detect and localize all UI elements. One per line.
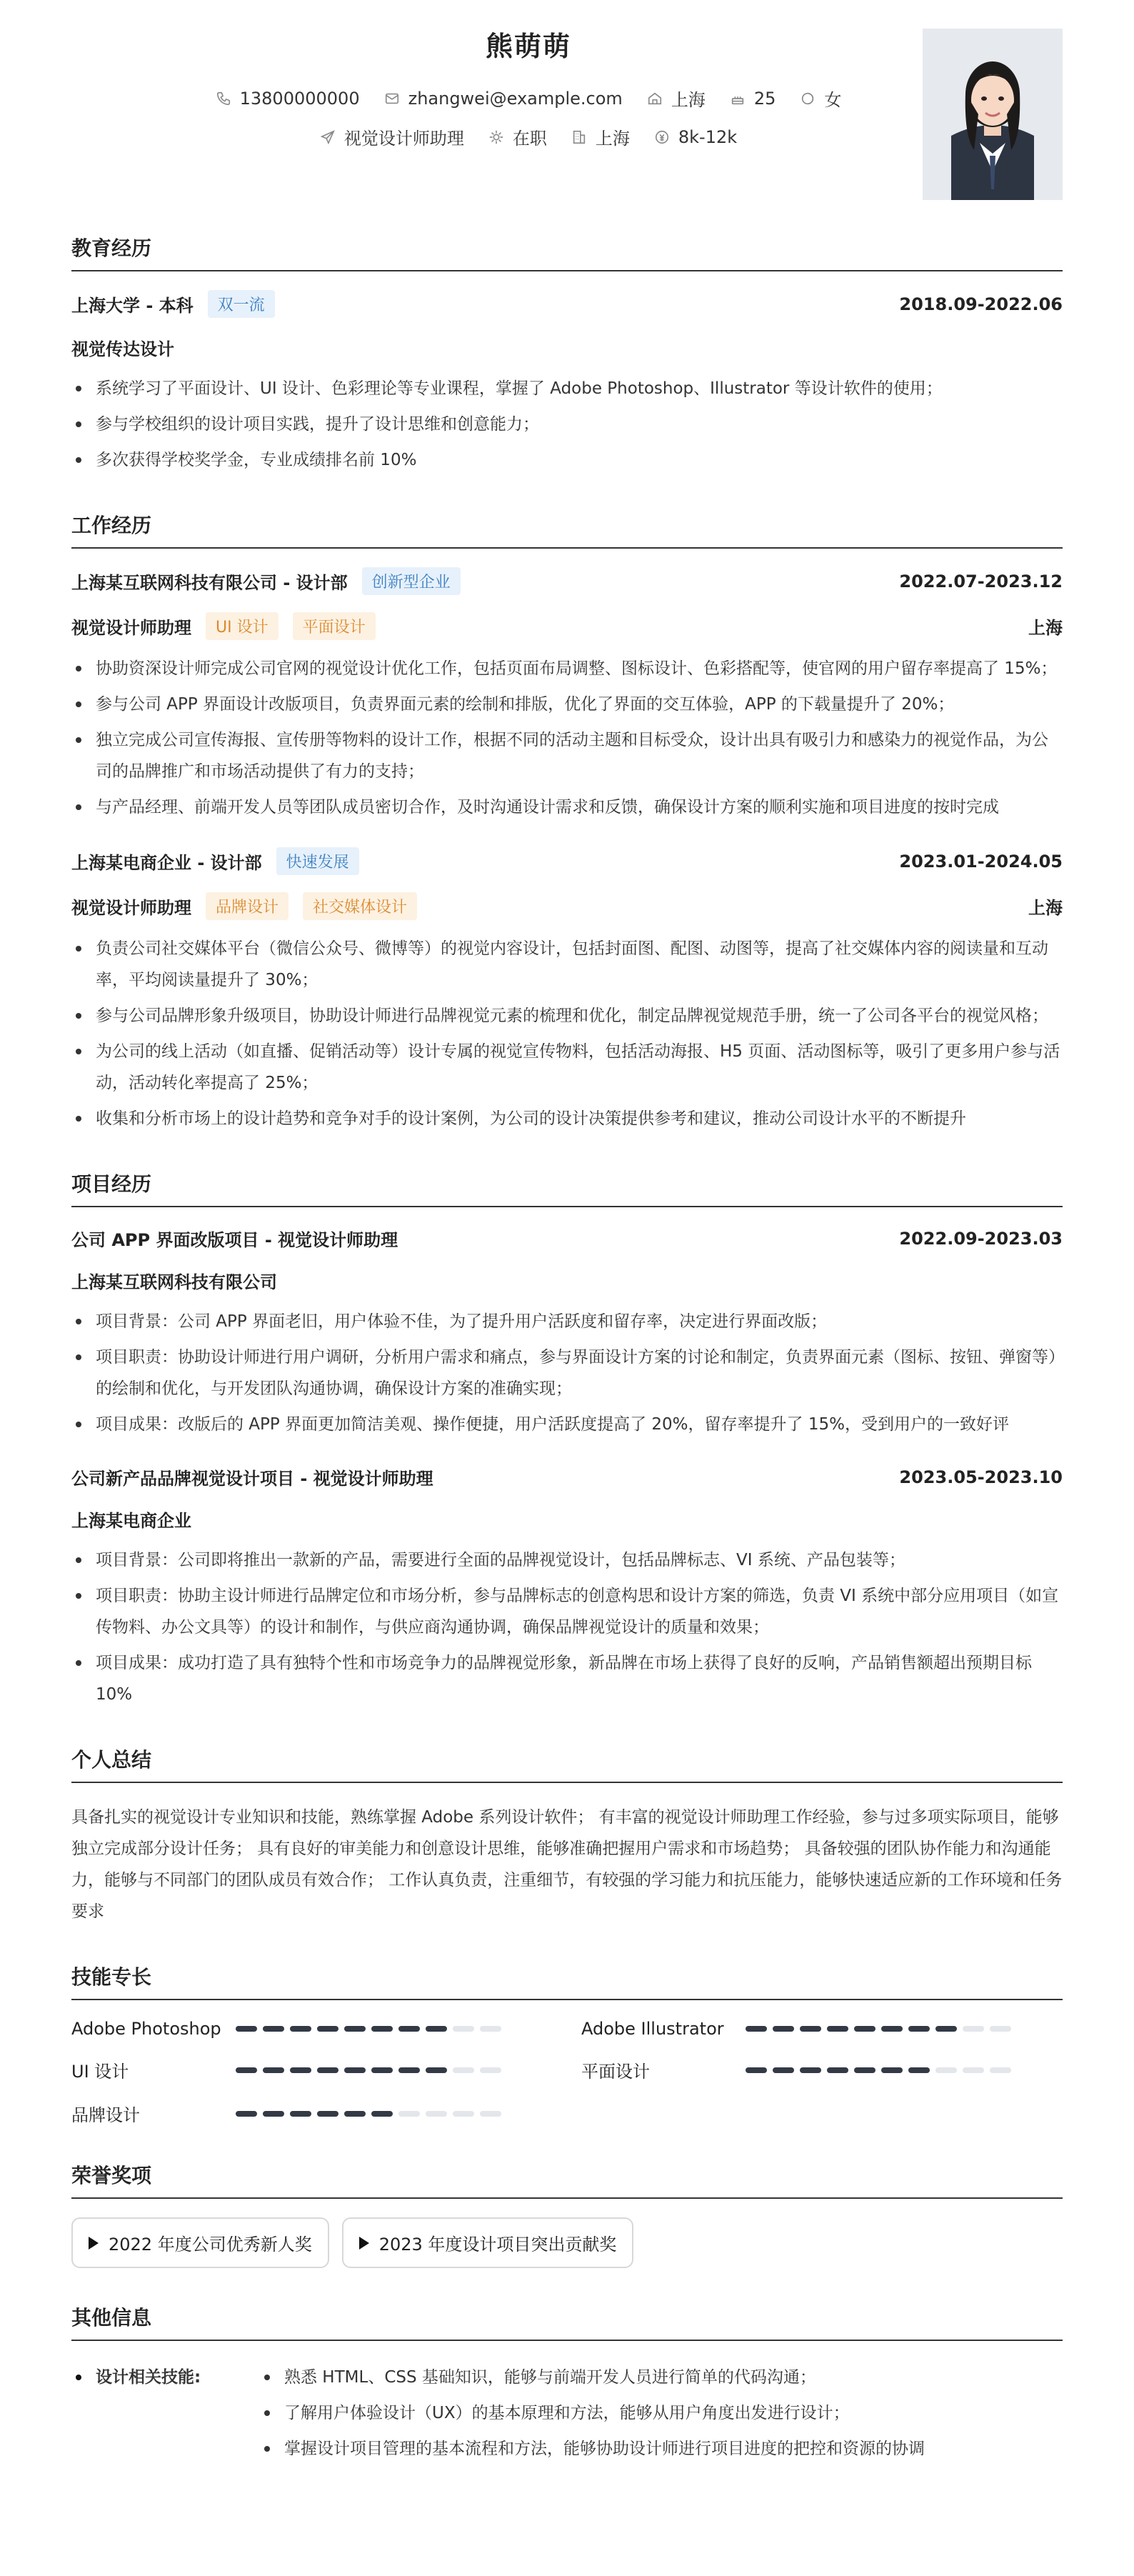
- skill-bar-filled: [263, 2026, 284, 2032]
- skill-bar-filled: [426, 2067, 447, 2073]
- project-date: 2022.09-2023.03: [899, 1228, 1063, 1249]
- list-item: 负责公司社交媒体平台（微信公众号、微博等）的视觉内容设计，包括封面图、配图、动图等，提高了社交媒体内容的阅读量和互动率，平均阅读量提升了 30%；: [71, 933, 1063, 996]
- list-item: 系统学习了平面设计、UI 设计、色彩理论等专业课程，掌握了 Adobe Photoshop、Illustrator 等设计软件的使用；: [71, 373, 1063, 404]
- skill-bar-filled: [263, 2111, 284, 2117]
- money-icon: [654, 129, 670, 145]
- play-icon: [89, 2237, 99, 2250]
- skill-name: UI 设计: [71, 2062, 129, 2082]
- skill-bar-filled: [371, 2026, 393, 2032]
- work-title: 工作经历: [71, 510, 1063, 549]
- project-entry: [71, 1226, 1063, 1440]
- work-list: [71, 653, 1063, 823]
- work-section: [71, 510, 1063, 1134]
- skill-bar-filled: [263, 2067, 284, 2073]
- skill-bar-filled: [908, 2026, 930, 2032]
- skill-level-bar: [236, 2111, 501, 2117]
- skill-bar-filled: [881, 2026, 903, 2032]
- work-role-row: [71, 612, 1063, 640]
- major: [71, 335, 1063, 360]
- award-label: 2023 年度设计项目突出贡献奖: [378, 2235, 617, 2255]
- skill-bar-filled: [344, 2067, 366, 2073]
- work-header: [71, 847, 1063, 875]
- expected-city-value: 上海: [595, 129, 630, 149]
- skill-bar-filled: [827, 2067, 848, 2073]
- list-item: 收集和分析市场上的设计趋势和竞争对手的设计案例，为公司的设计决策提供参考和建议，推动公司设计水平的不断提升: [71, 1103, 1063, 1134]
- contact-row: [71, 86, 985, 111]
- city-info: [647, 86, 706, 111]
- project-title: 公司新产品品牌视觉设计项目 - 视觉设计师助理: [71, 1469, 433, 1489]
- company-tag: 快速发展: [276, 847, 359, 875]
- status-icon: [488, 129, 504, 145]
- skill-item: [581, 2057, 1063, 2082]
- skill-bar-empty: [453, 2067, 474, 2073]
- summary-title: 个人总结: [71, 1744, 1063, 1783]
- list-item: 多次获得学校奖学金，专业成绩排名前 10%: [71, 444, 1063, 476]
- project-header: [71, 1226, 1063, 1251]
- skill-bar-empty: [963, 2067, 984, 2073]
- city-value: 上海: [671, 90, 706, 110]
- company-name: 上海某电商企业 - 设计部: [71, 853, 262, 873]
- skill-bar-filled: [398, 2067, 420, 2073]
- gender-info: [800, 86, 841, 111]
- skill-bar-filled: [827, 2026, 848, 2032]
- skill-bar-filled: [908, 2067, 930, 2073]
- skills-grid: [71, 2019, 1063, 2126]
- education-header: [71, 290, 1063, 318]
- skills-section: [71, 1962, 1063, 2126]
- gender-icon: [800, 91, 816, 106]
- project-company: [71, 1268, 1063, 1293]
- skill-name: Adobe Photoshop: [71, 2019, 221, 2039]
- skill-bar-empty: [990, 2026, 1011, 2032]
- project-company-label: 上海某电商企业: [71, 1511, 191, 1531]
- home-icon: [647, 91, 663, 106]
- skill-name: 平面设计: [581, 2062, 650, 2082]
- skill-bar-filled: [800, 2026, 821, 2032]
- other-list: [260, 2360, 1063, 2467]
- skill-bar-filled: [236, 2026, 257, 2032]
- role-tag: 平面设计: [293, 612, 376, 640]
- skill-bar-filled: [236, 2111, 257, 2117]
- education-date: 2018.09-2022.06: [899, 294, 1063, 314]
- skill-bar-filled: [800, 2067, 821, 2073]
- gender-value: 女: [824, 90, 842, 110]
- skill-bar-filled: [344, 2111, 366, 2117]
- skill-level-bar: [746, 2067, 1011, 2073]
- skill-bar-filled: [773, 2026, 794, 2032]
- skill-bar-filled: [398, 2026, 420, 2032]
- school-tag: 双一流: [208, 290, 275, 318]
- role-tag: 社交媒体设计: [303, 892, 417, 920]
- education-list: [71, 373, 1063, 476]
- work-role-row: [71, 892, 1063, 920]
- awards-title: 荣誉奖项: [71, 2160, 1063, 2199]
- skill-bar-empty: [453, 2026, 474, 2032]
- skill-bar-filled: [344, 2026, 366, 2032]
- skill-bar-filled: [290, 2026, 311, 2032]
- awards-list: [71, 2217, 1063, 2268]
- role-tag: UI 设计: [206, 612, 279, 640]
- status-info: [488, 124, 547, 149]
- list-item: 为公司的线上活动（如直播、促销活动等）设计专属的视觉宣传物料，包括活动海报、H5 页面、活动图标等，吸引了更多用户参与活动，活动转化率提高了 25%；: [71, 1036, 1063, 1099]
- mail-icon: [384, 91, 400, 106]
- skill-bar-empty: [990, 2067, 1011, 2073]
- candidate-name: 熊萌萌: [485, 31, 571, 62]
- list-item: 了解用户体验设计（UX）的基本原理和方法，能够从用户角度出发进行设计；: [260, 2395, 1063, 2431]
- skill-bar-empty: [963, 2026, 984, 2032]
- project-company-label: 上海某互联网科技有限公司: [71, 1272, 277, 1292]
- list-item: 独立完成公司宣传海报、宣传册等物料的设计工作，根据不同的活动主题和目标受众，设计出具有吸引力和感染力的视觉作品，为公司的品牌推广和市场活动提供了有力的支持；: [71, 724, 1063, 787]
- work-location: 上海: [1028, 898, 1063, 918]
- award-badge: [342, 2217, 634, 2268]
- education-section: [71, 233, 1063, 476]
- projects-section: [71, 1169, 1063, 1710]
- skill-bar-empty: [426, 2111, 447, 2117]
- other-section: [71, 2302, 1063, 2467]
- email-value: zhangwei@example.com: [408, 88, 623, 109]
- project-date: 2023.05-2023.10: [899, 1467, 1063, 1487]
- building-icon: [571, 129, 587, 145]
- list-item: 参与公司品牌形象升级项目，协助设计师进行品牌视觉元素的梳理和优化，制定品牌视觉规范手册，统一了公司各平台的视觉风格；: [71, 1000, 1063, 1032]
- other-row: [71, 2360, 1063, 2467]
- school-name: 上海大学 - 本科: [71, 296, 194, 316]
- skill-bar-filled: [371, 2111, 393, 2117]
- avatar-illustration: [923, 29, 1063, 200]
- skill-bar-filled: [746, 2026, 767, 2032]
- list-item: 协助资深设计师完成公司官网的视觉设计优化工作，包括页面布局调整、图标设计、色彩搭配等，使官网的用户留存率提高了 15%；: [71, 653, 1063, 684]
- skill-bar-filled: [317, 2026, 338, 2032]
- work-entry: [71, 567, 1063, 823]
- skill-bar-filled: [773, 2067, 794, 2073]
- list-item: 项目成果：改版后的 APP 界面更加简洁美观、操作便捷，用户活跃度提高了 20%，留存率提升了 15%，受到用户的一致好评: [71, 1409, 1063, 1440]
- skill-bar-empty: [480, 2026, 501, 2032]
- skill-item: [71, 2101, 553, 2126]
- skill-item: [71, 2057, 553, 2082]
- age-value: 25: [753, 88, 776, 109]
- other-label: 设计相关技能:: [71, 2360, 260, 2467]
- list-item: 项目背景：公司即将推出一款新的产品，需要进行全面的品牌视觉设计，包括品牌标志、VI 系统、产品包装等；: [71, 1544, 1063, 1576]
- summary-section: [71, 1744, 1063, 1927]
- list-item: 熟悉 HTML、CSS 基础知识，能够与前端开发人员进行简单的代码沟通；: [260, 2360, 1063, 2395]
- skill-bar-filled: [290, 2067, 311, 2073]
- list-item: 掌握设计项目管理的基本流程和方法，能够协助设计师进行项目进度的把控和资源的协调: [260, 2431, 1063, 2467]
- skill-bar-filled: [746, 2067, 767, 2073]
- skill-bar-filled: [881, 2067, 903, 2073]
- salary-value: 8k-12k: [678, 126, 738, 147]
- project-list: [71, 1544, 1063, 1710]
- work-list: [71, 933, 1063, 1134]
- skill-item: [581, 2019, 1063, 2039]
- age-icon: [730, 91, 746, 106]
- project-header: [71, 1464, 1063, 1489]
- skill-bar-filled: [290, 2111, 311, 2117]
- projects-title: 项目经历: [71, 1169, 1063, 1207]
- project-list: [71, 1306, 1063, 1440]
- project-company: [71, 1507, 1063, 1532]
- skill-bar-filled: [317, 2111, 338, 2117]
- skill-name: Adobe Illustrator: [581, 2019, 724, 2039]
- skill-level-bar: [746, 2026, 1011, 2032]
- age-info: [730, 86, 776, 111]
- education-title: 教育经历: [71, 233, 1063, 271]
- list-item: 项目职责：协助设计师进行用户调研，分析用户需求和痛点，参与界面设计方案的讨论和制定，负责界面元素（图标、按钮、弹窗等）的绘制和优化，与开发团队沟通协调，确保设计方案的准确实现；: [71, 1342, 1063, 1404]
- work-date: 2023.01-2024.05: [899, 851, 1063, 872]
- project-entry: [71, 1464, 1063, 1710]
- work-date: 2022.07-2023.12: [899, 571, 1063, 591]
- role-tag: 品牌设计: [206, 892, 288, 920]
- profile-photo: [923, 29, 1063, 200]
- list-item: 项目背景：公司 APP 界面老旧，用户体验不佳，为了提升用户活跃度和留存率，决定进行界面改版；: [71, 1306, 1063, 1337]
- skill-bar-filled: [935, 2026, 957, 2032]
- company-name: 上海某互联网科技有限公司 - 设计部: [71, 573, 348, 593]
- list-item: 与产品经理、前端开发人员等团队成员密切合作，及时沟通设计需求和反馈，确保设计方案的顺利实施和项目进度的按时完成: [71, 792, 1063, 823]
- salary-info: [654, 124, 737, 149]
- work-location: 上海: [1028, 618, 1063, 638]
- skill-name: 品牌设计: [71, 2105, 140, 2125]
- phone-icon: [216, 91, 231, 106]
- skill-bar-filled: [317, 2067, 338, 2073]
- skill-bar-empty: [480, 2111, 501, 2117]
- list-item: 项目成果：成功打造了具有独特个性和市场竞争力的品牌视觉形象，新品牌在市场上获得了良好的反响，产品销售额超出预期目标 10%: [71, 1647, 1063, 1710]
- work-entry: [71, 847, 1063, 1134]
- status-value: 在职: [512, 129, 547, 149]
- skills-title: 技能专长: [71, 1962, 1063, 2000]
- company-tag: 创新型企业: [362, 567, 461, 595]
- job-title-info: [320, 124, 464, 149]
- resume-header: [71, 0, 1063, 214]
- skill-bar-filled: [371, 2067, 393, 2073]
- skill-bar-filled: [854, 2067, 875, 2073]
- other-title: 其他信息: [71, 2302, 1063, 2341]
- skill-bar-filled: [236, 2067, 257, 2073]
- send-icon: [320, 129, 336, 145]
- skill-bar-empty: [480, 2067, 501, 2073]
- skill-bar-filled: [854, 2026, 875, 2032]
- expected-city-info: [571, 124, 630, 149]
- job-title-value: 视觉设计师助理: [343, 129, 464, 149]
- project-title: 公司 APP 界面改版项目 - 视觉设计师助理: [71, 1230, 398, 1250]
- skill-level-bar: [236, 2026, 501, 2032]
- phone-value: 13800000000: [239, 88, 360, 109]
- role-name: 视觉设计师助理: [71, 898, 191, 918]
- job-intent-row: [71, 124, 985, 149]
- skill-bar-empty: [398, 2111, 420, 2117]
- play-icon: [359, 2237, 369, 2250]
- list-item: 参与学校组织的设计项目实践，提升了设计思维和创意能力；: [71, 409, 1063, 440]
- skill-level-bar: [236, 2067, 501, 2073]
- skill-bar-filled: [426, 2026, 447, 2032]
- role-name: 视觉设计师助理: [71, 618, 191, 638]
- work-header: [71, 567, 1063, 595]
- email-info: [384, 86, 623, 111]
- award-badge: [71, 2217, 329, 2268]
- list-item: 参与公司 APP 界面设计改版项目，负责界面元素的绘制和排版，优化了界面的交互体验，APP 的下载量提升了 20%；: [71, 689, 1063, 720]
- awards-section: [71, 2160, 1063, 2268]
- phone-info: [216, 86, 360, 111]
- award-label: 2022 年度公司优秀新人奖: [109, 2235, 312, 2255]
- skill-item: [71, 2019, 553, 2039]
- skill-bar-empty: [453, 2111, 474, 2117]
- list-item: 项目职责：协助主设计师进行品牌定位和市场分析，参与品牌标志的创意构思和设计方案的筛选，负责 VI 系统中部分应用项目（如宣传物料、办公文具等）的设计和制作，与供应商沟通协调，确保品牌视觉设计的质量和效果；: [71, 1580, 1063, 1643]
- skill-bar-empty: [935, 2067, 957, 2073]
- major-label: 视觉传达设计: [71, 339, 174, 359]
- summary-text: 具备扎实的视觉设计专业知识和技能，熟练掌握 Adobe 系列设计软件； 有丰富的视觉设计师助理工作经验，参与过多项实际项目，能够独立完成部分设计任务； 具有良好的审美能力和创意设计思维，能够准确把握用户需求和市场趋势； 具备较强的团队协作能力和沟通能力，能够与不同部门的团队成员有效合作； 工作认真负责，注重细节，有较强的学习能力和抗压能力，能够快速适应新的工作环境和任务要求: [71, 1808, 1063, 1921]
